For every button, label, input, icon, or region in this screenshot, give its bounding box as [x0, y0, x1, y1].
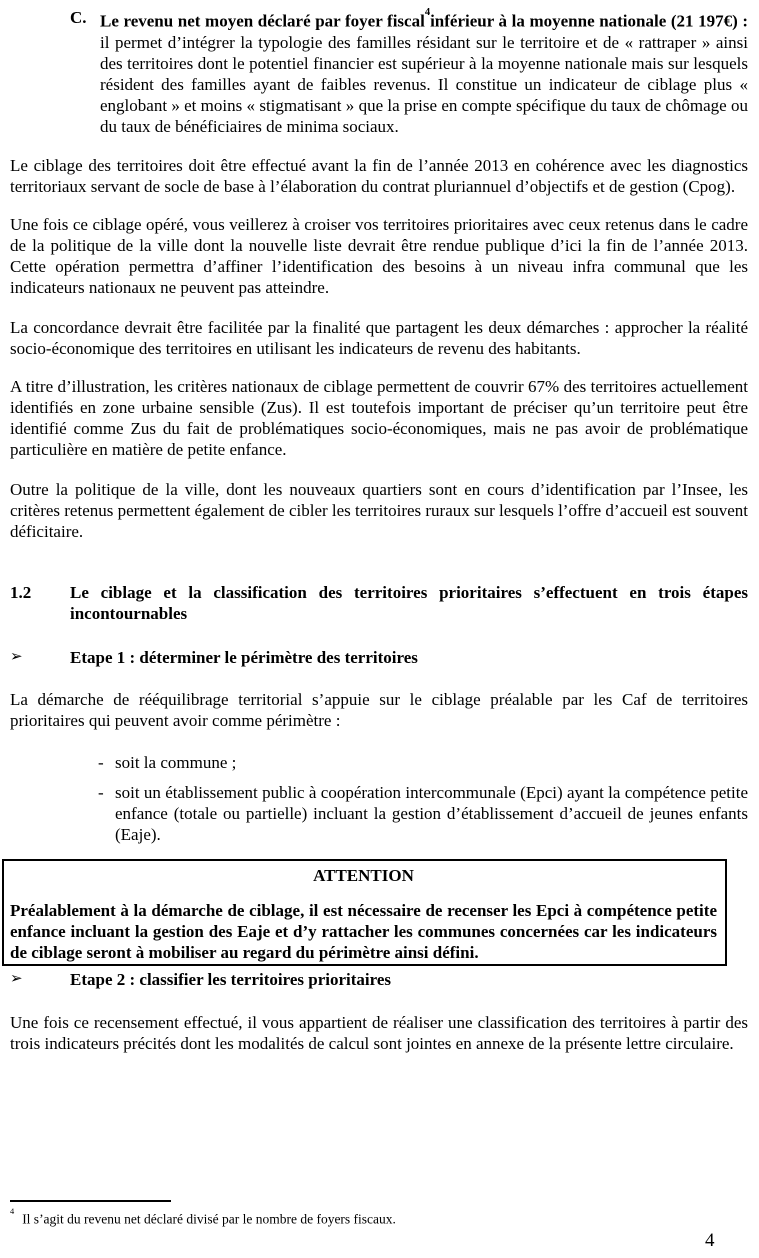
- paragraph-recensement: Une fois ce recensement effectué, il vous appartient de réaliser une classification des territoires à partir des trois indicateurs précités dont les modalités de calcul sont jointes en annexe de la présente lettre circulaire.: [10, 1012, 748, 1053]
- item-c-marker: C.: [70, 8, 87, 27]
- list-item-text: soit un établissement public à coopération intercommunale (Epci) ayant la compétence petite enfance (totale ou partielle) incluant la gestion d’établissement d’accueil de jeunes enfants (Eaje).: [115, 782, 748, 844]
- section-number: 1.2: [10, 582, 32, 602]
- footnote-ref-marker: 4: [424, 6, 431, 18]
- attention-title: ATTENTION: [313, 865, 414, 885]
- page-number: 4: [705, 1230, 715, 1251]
- etape-1-label: Etape 1 : déterminer le périmètre des territoires: [70, 647, 418, 667]
- paragraph-ciblage-territoires: Le ciblage des territoires doit être effectué avant la fin de l’année 2013 en cohérence avec les diagnostics territoriaux servant de socle de base à l’élaboration du contrat pluriannuel d’objectifs et de gestion (Cpog).: [10, 155, 748, 196]
- list-item-commune: [98, 752, 748, 773]
- list-item-epci: [98, 782, 748, 845]
- paragraph-illustration-zus: A titre d’illustration, les critères nationaux de ciblage permettent de couvrir 67% des territoires actuellement identifiés en zone urbaine sensible (Zus). Il est toutefois important de préciser qu’un territoire peut être identifié comme Zus du fait de problématiques socio-économiques, mais ne pas avoir de problématique particulière en matière de petite enfance.: [10, 376, 748, 459]
- arrow-bullet-icon: ➢: [10, 648, 23, 665]
- item-c-bold-lead: Le revenu net moyen déclaré par foyer fiscal: [100, 11, 425, 31]
- dash-bullet: -: [98, 752, 104, 772]
- item-c-text: il permet d’intégrer la typologie des familles résidant sur le territoire et de « rattraper » ainsi des territoires dont le potentiel financier est supérieur à la moyenne nationale mais sur lesquels résident des familles ayant de faibles revenus. Il constitue un indicateur de ciblage plus « englobant » et moins « stigmatisant » que la prise en compte spécifique du taux de chômage ou du taux de bénéficiaires de minima sociaux.: [100, 32, 748, 136]
- item-c-body: [100, 7, 748, 137]
- dash-bullet: -: [98, 782, 104, 802]
- footnote: [10, 1200, 748, 1228]
- item-c: [70, 7, 748, 137]
- item-c-bold-tail: inférieur à la moyenne nationale (21 197€) :: [430, 11, 748, 31]
- footnote-body: Il s’agit du revenu net déclaré divisé par le nombre de foyers fiscaux.: [22, 1211, 396, 1227]
- section-heading-1-2: [10, 582, 748, 624]
- paragraph-concordance: La concordance devrait être facilitée par la finalité que partagent les deux démarches : approcher la réalité socio-économique des territoires en utilisant les indicateurs de revenu des habitants.: [10, 317, 748, 358]
- etape-2-heading: [10, 969, 748, 990]
- section-title: Le ciblage et la classification des territoires prioritaires s’effectuent en trois étapes incontournables: [70, 582, 748, 623]
- etape-2-label: Etape 2 : classifier les territoires prioritaires: [70, 969, 392, 989]
- attention-body: Préalablement à la démarche de ciblage, il est nécessaire de recenser les Epci à compétence petite enfance incluant la gestion des Eaje et d’y rattacher les communes concernées car les indicateurs de ciblage seront à mobiliser au regard du périmètre ainsi défini.: [10, 900, 717, 962]
- attention-box: [2, 859, 727, 966]
- footnote-number: 4: [10, 1206, 15, 1216]
- footnote-text: [10, 1207, 748, 1228]
- paragraph-une-fois-ciblage: Une fois ce ciblage opéré, vous veillerez à croiser vos territoires prioritaires avec ceux retenus dans le cadre de la politique de la ville dont la nouvelle liste devrait être rendue publique d’ici la fin de l’année 2013. Cette opération permettra d’affiner l’identification des besoins à un niveau infra communal que les indicateurs nationaux ne peuvent pas atteindre.: [10, 214, 748, 297]
- etape-1-heading: [10, 647, 748, 668]
- arrow-bullet-icon: ➢: [10, 970, 23, 987]
- footnote-separator: [10, 1200, 171, 1202]
- list-item-text: soit la commune ;: [115, 752, 237, 772]
- paragraph-politique-ville: Outre la politique de la ville, dont les nouveaux quartiers sont en cours d’identification par l’Insee, les critères retenus permettent également de cibler les territoires ruraux sur lesquels l’offre d’accueil est souvent déficitaire.: [10, 479, 748, 541]
- paragraph-demarche-reequilibrage: La démarche de rééquilibrage territorial s’appuie sur le ciblage préalable par les Caf de territoires prioritaires qui peuvent avoir comme périmètre :: [10, 689, 748, 730]
